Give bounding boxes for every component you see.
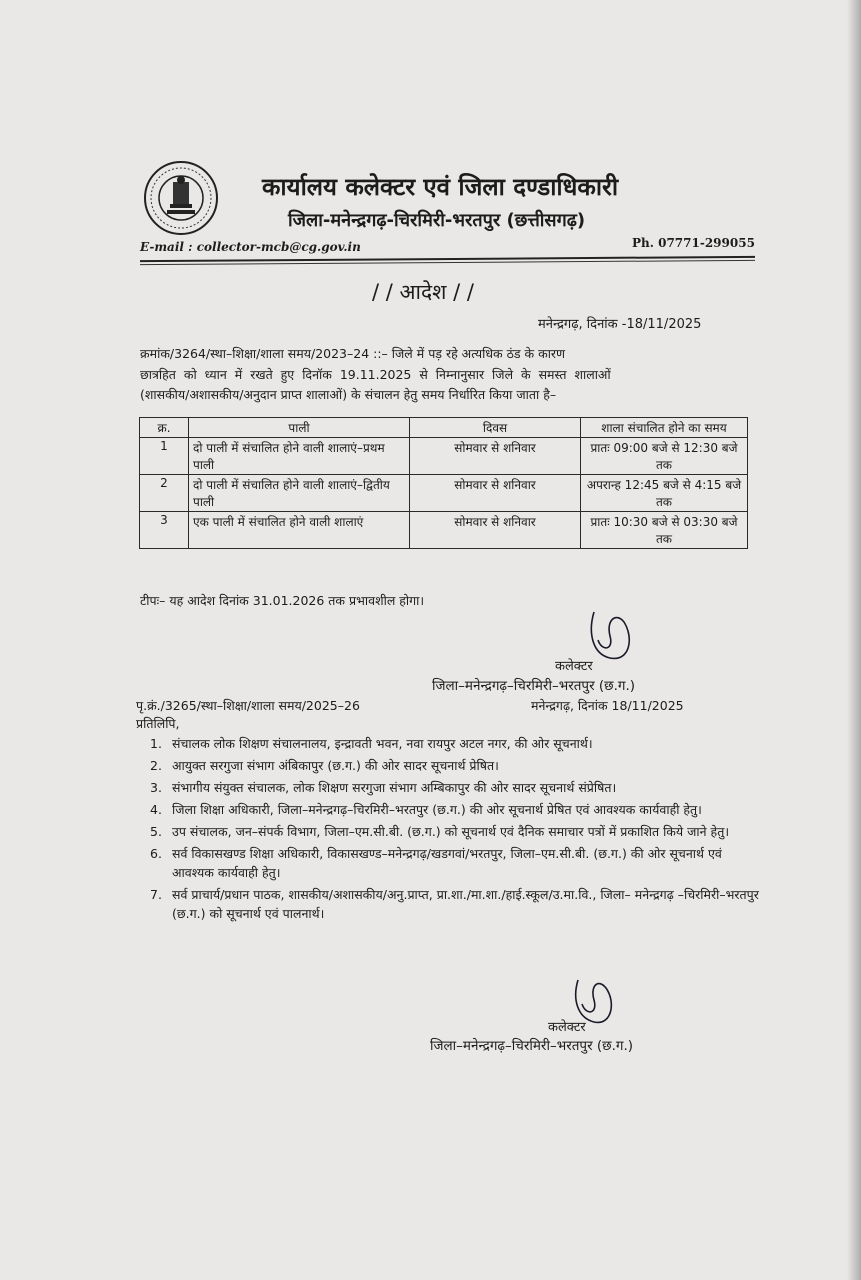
order-paragraph-line: क्रमांक/3264/स्था–शिक्षा/शाला समय/2023–24 ::– जिले में पड़ रहे अत्यधिक ठंड के कारण [140,346,566,361]
office-phone: Ph. 07771-299055 [632,236,755,250]
row-shift: दो पाली में संचालित होने वाली शालाएं–प्रथम पाली [189,438,410,475]
list-item-text: उप संचालक, जन–संपर्क विभाग, जिला–एम.सी.बी. (छ.ग.) को सूचनार्थ एवं दैनिक समाचार पत्रों में प्रकाशित किये जाने हेतु। [172,824,730,839]
list-item-number: 1. [150,736,162,751]
row-day: सोमवार से शनिवार [410,475,581,512]
list-item-text: आयुक्त सरगुजा संभाग अंबिकापुर (छ.ग.) की ओर सादर सूचनार्थ प्रेषित। [172,758,499,773]
list-item-number: 6. [150,846,162,861]
list-item-number: 4. [150,802,162,817]
list-item [150,800,760,819]
list-item-text: जिला शिक्षा अधिकारी, जिला–मनेन्द्रगढ़–चिरमिरी–भरतपुर (छ.ग.) की ओर सूचनार्थ प्रेषित एवं आवश्यक कार्यवाही हेतु। [172,802,702,817]
validity-note: टीपः– यह आदेश दिनांक 31.01.2026 तक प्रभावशील होगा। [140,593,425,608]
row-shift: एक पाली में संचालित होने वाली शालाएं [189,512,410,549]
collector-district: जिला–मनेन्द्रगढ़–चिरमिरी–भरतपुर (छ.ग.) [432,678,636,694]
list-item [150,778,760,797]
row-shift: दो पाली में संचालित होने वाली शालाएं–द्वितीय पाली [189,475,410,512]
table-row [140,512,748,549]
row-day: सोमवार से शनिवार [410,512,581,549]
collector-title: कलेक्टर [555,659,593,674]
copy-reference: पृ.क्रं./3265/स्था–शिक्षा/शाला समय/2025–26 [136,698,360,713]
collector-title: कलेक्टर [548,1020,586,1035]
header-time: शाला संचालित होने का समय [581,418,748,438]
list-item-number: 5. [150,824,162,839]
signature-mark [584,602,636,664]
table-row [140,438,748,475]
district-heading: जिला-मनेन्द्रगढ़-चिरमिरी-भरतपुर (छत्तीसगढ़) [288,210,586,231]
list-item [150,822,760,841]
copy-date: मनेन्द्रगढ़, दिनांक 18/11/2025 [531,698,684,713]
header-day: दिवस [410,418,581,438]
row-sn: 3 [140,512,189,549]
school-timing-table [139,417,748,549]
list-item-text: सर्व प्राचार्य/प्रधान पाठक, शासकीय/अशासकीय/अनु.प्राप्त, प्रा.शा./मा.शा./हाई.स्कूल/उ.मा.वि., जिला– मनेन्द्रगढ़ –चिरमिरी–भरतपुर (छ.ग.) को सूचनार्थ एवं पालनार्थ। [172,887,759,921]
list-item [150,756,760,775]
row-time: अपरान्ह 12:45 बजे से 4:15 बजे तक [581,475,748,512]
order-paragraph-line: (शासकीय/अशासकीय/अनुदान प्राप्त शालाओं) के संचालन हेतु समय निर्धारित किया जाता है– [140,387,557,402]
page-edge-shadow [847,0,861,1280]
row-sn: 2 [140,475,189,512]
header-sn: क्र. [140,418,189,438]
office-title: कार्यालय कलेक्टर एवं जिला दण्डाधिकारी [262,173,619,201]
row-day: सोमवार से शनिवार [410,438,581,475]
table-header-row [140,418,748,438]
order-date: मनेन्द्रगढ़, दिनांक -18/11/2025 [538,317,702,332]
list-item [150,885,760,923]
row-time: प्रातः 09:00 बजे से 12:30 बजे तक [581,438,748,475]
copy-label: प्रतिलिपि, [136,716,180,731]
header-shift: पाली [189,418,410,438]
list-item-text: संभागीय संयुक्त संचालक, लोक शिक्षण सरगुजा संभाग अम्बिकापुर की ओर सादर सूचनार्थ संप्रेषित। [172,780,617,795]
row-sn: 1 [140,438,189,475]
order-paragraph-line: छात्रहित को ध्यान में रखते हुए दिनॉक 19.11.2025 से निम्नानुसार जिले के समस्त शालाओं [140,367,611,382]
office-email: E-mail : collector-mcb@cg.gov.in [140,240,361,254]
list-item-text: सर्व विकासखण्ड शिक्षा अधिकारी, विकासखण्ड–मनेन्द्रगढ़/खडगवां/भरतपुर, जिला–एम.सी.बी. (छ.ग.) की ओर सूचनार्थ एवं आवश्यक कार्यवाही हेतु। [172,846,722,880]
state-emblem-icon [143,160,219,236]
table-row [140,475,748,512]
list-item [150,844,760,882]
list-item [150,734,760,753]
collector-district: जिला–मनेन्द्रगढ़–चिरमिरी–भरतपुर (छ.ग.) [430,1038,634,1054]
copy-list [150,734,760,926]
list-item-text: संचालक लोक शिक्षण संचालनालय, इन्द्रावती भवन, नवा रायपुर अटल नगर, की ओर सूचनार्थ। [172,736,593,751]
row-time: प्रातः 10:30 बजे से 03:30 बजे तक [581,512,748,549]
list-item-number: 7. [150,887,162,902]
order-title: / / आदेश / / [372,280,474,304]
list-item-number: 2. [150,758,162,773]
list-item-number: 3. [150,780,162,795]
